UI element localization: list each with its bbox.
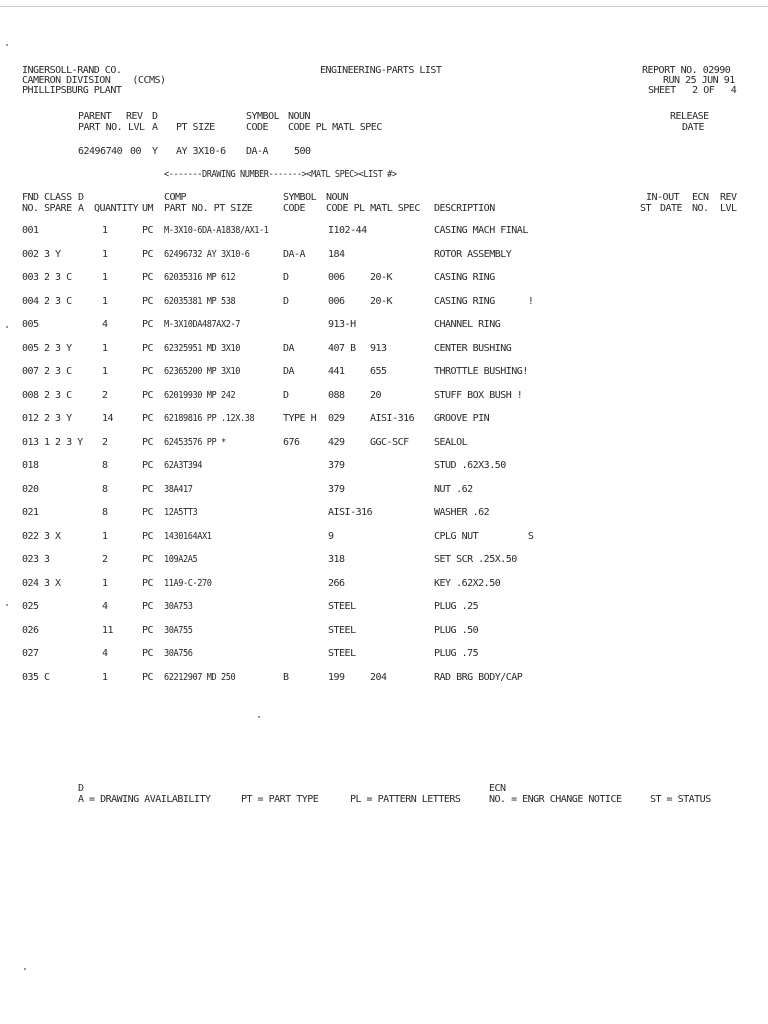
col-head-spare: SPARE [44, 203, 72, 214]
row-noun-code: 9 [328, 531, 334, 542]
legend-ecn-top: ECN [489, 783, 506, 794]
col-head-d: D [78, 192, 84, 203]
col-head-ecn-no: NO. [692, 203, 709, 214]
row-part-number: 30A753 [164, 601, 193, 612]
row-class-spare: 2 3 C [44, 296, 72, 307]
row-noun-code: 407 B [328, 343, 356, 354]
row-description: CHANNEL RING [434, 319, 501, 330]
row-find-number: 012 [22, 413, 39, 424]
row-noun-code: I102-44 [328, 225, 367, 236]
run-date: RUN 25 JUN 91 [663, 75, 735, 86]
row-matl-spec: AISI-316 [370, 413, 415, 424]
row-description: WASHER .62 [434, 507, 490, 518]
col-head-code: CODE [283, 203, 306, 214]
row-matl-spec: 20-K [370, 272, 393, 283]
row-noun-code: AISI-316 [328, 507, 373, 518]
parent-col-head-noun: NOUN [288, 111, 311, 122]
row-class-spare: 2 3 C [44, 272, 72, 283]
row-noun-code: 199 [328, 672, 345, 683]
row-find-number: 020 [22, 484, 39, 495]
row-unit-of-measure: PC [142, 413, 154, 424]
col-head-code-pl-matl-spec: CODE PL MATL SPEC [326, 203, 420, 214]
row-quantity: 1 [102, 672, 108, 683]
row-noun-code: 006 [328, 272, 345, 283]
row-unit-of-measure: PC [142, 437, 154, 448]
row-symbol-code: D [283, 390, 289, 401]
row-quantity: 2 [102, 437, 108, 448]
row-find-number: 026 [22, 625, 39, 636]
row-find-number: 024 [22, 578, 39, 589]
col-head-noun: NOUN [326, 192, 349, 203]
row-description: ROTOR ASSEMBLY [434, 249, 512, 260]
row-description: NUT .62 [434, 484, 473, 495]
row-find-number: 008 [22, 390, 39, 401]
row-find-number: 004 [22, 296, 39, 307]
row-description: STUD .62X3.50 [434, 460, 506, 471]
row-class-spare: 3 Y [44, 249, 61, 260]
row-part-number: 30A756 [164, 648, 193, 659]
row-unit-of-measure: PC [142, 390, 154, 401]
row-noun-code: 029 [328, 413, 345, 424]
row-find-number: 022 [22, 531, 39, 542]
legend-engr-change-notice: NO. = ENGR CHANGE NOTICE [489, 794, 622, 805]
row-quantity: 1 [102, 249, 108, 260]
parent-symbol-code: DA-A [246, 146, 269, 157]
row-find-number: 025 [22, 601, 39, 612]
row-class-spare: 3 X [44, 578, 61, 589]
row-find-number: 001 [22, 225, 39, 236]
row-unit-of-measure: PC [142, 578, 154, 589]
parent-col-head-parent: PARENT [78, 111, 112, 122]
row-part-number: 109A2A5 [164, 554, 198, 565]
col-head-date: DATE [660, 203, 683, 214]
row-quantity: 1 [102, 343, 108, 354]
row-part-number: 38A417 [164, 484, 193, 495]
parent-col-head-code: CODE [246, 122, 269, 133]
row-unit-of-measure: PC [142, 484, 154, 495]
row-part-number: 62365200 MP 3X10 [164, 366, 240, 377]
plant-name: PHILLIPSBURG PLANT [22, 85, 122, 96]
row-quantity: 11 [102, 625, 114, 636]
row-find-number: 027 [22, 648, 39, 659]
row-noun-code: 006 [328, 296, 345, 307]
row-description: STUFF BOX BUSH ! [434, 390, 523, 401]
row-description: PLUG .25 [434, 601, 479, 612]
row-noun-code: 379 [328, 484, 345, 495]
row-noun-code: 379 [328, 460, 345, 471]
row-part-number: 62325951 MD 3X10 [164, 343, 240, 354]
row-quantity: 1 [102, 272, 108, 283]
row-matl-spec: 655 [370, 366, 387, 377]
row-find-number: 021 [22, 507, 39, 518]
row-unit-of-measure: PC [142, 554, 154, 565]
drawing-number-banner: <-------DRAWING NUMBER-------><MATL SPEC><LIST #> [164, 169, 397, 180]
row-symbol-code: TYPE H [283, 413, 317, 424]
col-head-um: UM [142, 203, 154, 214]
release-date-head: DATE [682, 122, 705, 133]
division-name: CAMERON DIVISION (CCMS) [22, 75, 166, 86]
col-head-st: ST [640, 203, 652, 214]
row-part-number: 62019930 MP 242 [164, 390, 236, 401]
legend-part-type: PT = PART TYPE [241, 794, 319, 805]
parent-col-head-d: D [152, 111, 158, 122]
row-quantity: 2 [102, 554, 108, 565]
row-description: SEALOL [434, 437, 468, 448]
row-find-number: 013 [22, 437, 39, 448]
parent-col-head-code-pl-matl-spec: CODE PL MATL SPEC [288, 122, 382, 133]
col-head-lvl: LVL [720, 203, 737, 214]
row-class-spare: C [44, 672, 50, 683]
col-head-comp: COMP [164, 192, 187, 203]
row-find-number: 003 [22, 272, 39, 283]
row-part-number: 62189816 PP .12X.38 [164, 413, 255, 424]
row-noun-code: STEEL [328, 648, 356, 659]
row-quantity: 4 [102, 601, 108, 612]
row-unit-of-measure: PC [142, 249, 154, 260]
scan-speck [24, 968, 26, 970]
row-matl-spec: GGC-SCF [370, 437, 409, 448]
sheet-number: SHEET 2 OF 4 [648, 85, 737, 96]
row-unit-of-measure: PC [142, 366, 154, 377]
row-symbol-code: D [283, 272, 289, 283]
row-class-spare: 2 3 C [44, 366, 72, 377]
row-class-spare: 3 X [44, 531, 61, 542]
row-find-number: 035 [22, 672, 39, 683]
parent-col-head-rev: REV [126, 111, 143, 122]
row-quantity: 8 [102, 484, 108, 495]
row-unit-of-measure: PC [142, 625, 154, 636]
row-part-number: 30A755 [164, 625, 193, 636]
row-description: THROTTLE BUSHING! [434, 366, 528, 377]
release-head: RELEASE [670, 111, 709, 122]
row-noun-code: 266 [328, 578, 345, 589]
row-noun-code: 429 [328, 437, 345, 448]
row-noun-code: 088 [328, 390, 345, 401]
row-part-number: 62A3T394 [164, 460, 202, 471]
parent-col-head-lvl: LVL [128, 122, 145, 133]
row-noun-code: 318 [328, 554, 345, 565]
row-description: GROOVE PIN [434, 413, 490, 424]
row-class-spare: 2 3 C [44, 390, 72, 401]
row-quantity: 8 [102, 507, 108, 518]
row-noun-code: 184 [328, 249, 345, 260]
row-part-number: M-3X10-6DA-A1838/AX1-1 [164, 225, 269, 236]
parent-da: Y [152, 146, 158, 157]
row-description: KEY .62X2.50 [434, 578, 501, 589]
scan-speck [6, 44, 8, 46]
row-symbol-code: DA [283, 343, 295, 354]
row-class-spare: 3 [44, 554, 50, 565]
row-symbol-code: DA-A [283, 249, 306, 260]
row-noun-code: STEEL [328, 625, 356, 636]
col-head-rev: REV [720, 192, 737, 203]
col-head-quantity: QUANTITY [94, 203, 139, 214]
row-quantity: 14 [102, 413, 114, 424]
legend-status: ST = STATUS [650, 794, 711, 805]
row-find-number: 002 [22, 249, 39, 260]
row-unit-of-measure: PC [142, 343, 154, 354]
col-head-in-out: IN-OUT [646, 192, 680, 203]
scan-speck [258, 716, 260, 718]
row-quantity: 2 [102, 390, 108, 401]
col-head-ecn: ECN [692, 192, 709, 203]
row-find-number: 018 [22, 460, 39, 471]
parent-col-head-part-no: PART NO. [78, 122, 123, 133]
row-class-spare: 2 3 Y [44, 343, 72, 354]
row-quantity: 1 [102, 531, 108, 542]
company-name: INGERSOLL-RAND CO. [22, 65, 122, 76]
parent-rev-lvl: 00 [130, 146, 142, 157]
row-unit-of-measure: PC [142, 272, 154, 283]
parent-pt-size: AY 3X10-6 [176, 146, 226, 157]
row-part-number: M-3X10DA487AX2-7 [164, 319, 240, 330]
legend-drawing-availability: A = DRAWING AVAILABILITY [78, 794, 211, 805]
col-head-description: DESCRIPTION [434, 203, 495, 214]
document-title: ENGINEERING-PARTS LIST [320, 65, 442, 76]
row-part-number: 1430164AX1 [164, 531, 212, 542]
col-head-symbol: SYMBOL [283, 192, 317, 203]
col-head-class: CLASS [44, 192, 72, 203]
row-class-spare: 1 2 3 Y [44, 437, 83, 448]
row-unit-of-measure: PC [142, 672, 154, 683]
row-description: CENTER BUSHING [434, 343, 512, 354]
row-description: CASING RING [434, 272, 495, 283]
row-part-number: 62496732 AY 3X10-6 [164, 249, 250, 260]
parent-col-head-pt-size: PT SIZE [176, 122, 215, 133]
col-head-no: NO. [22, 203, 39, 214]
row-description: CASING RING ! [434, 296, 534, 307]
row-find-number: 007 [22, 366, 39, 377]
row-part-number: 62035381 MP 538 [164, 296, 236, 307]
col-head-fnd: FND [22, 192, 39, 203]
col-head-a: A [78, 203, 84, 214]
row-noun-code: STEEL [328, 601, 356, 612]
parent-part-no: 62496740 [78, 146, 123, 157]
row-class-spare: 2 3 Y [44, 413, 72, 424]
row-find-number: 005 [22, 343, 39, 354]
scan-top-edge [0, 6, 768, 7]
row-description: PLUG .50 [434, 625, 479, 636]
row-quantity: 4 [102, 319, 108, 330]
row-symbol-code: 676 [283, 437, 300, 448]
row-noun-code: 913-H [328, 319, 356, 330]
scan-speck [6, 326, 8, 328]
report-number: REPORT NO. 02990 [642, 65, 731, 76]
row-matl-spec: 20 [370, 390, 382, 401]
row-symbol-code: D [283, 296, 289, 307]
parent-col-head-a: A [152, 122, 158, 133]
row-part-number: 11A9-C-270 [164, 578, 212, 589]
row-description: SET SCR .25X.50 [434, 554, 517, 565]
row-quantity: 1 [102, 578, 108, 589]
row-quantity: 8 [102, 460, 108, 471]
row-unit-of-measure: PC [142, 601, 154, 612]
row-unit-of-measure: PC [142, 460, 154, 471]
row-quantity: 4 [102, 648, 108, 659]
parent-noun-code: 500 [294, 146, 311, 157]
row-quantity: 1 [102, 366, 108, 377]
row-quantity: 1 [102, 296, 108, 307]
row-find-number: 005 [22, 319, 39, 330]
row-description: CASING MACH FINAL [434, 225, 528, 236]
row-symbol-code: DA [283, 366, 295, 377]
row-unit-of-measure: PC [142, 296, 154, 307]
legend-da-top: D [78, 783, 84, 794]
scan-speck [6, 604, 8, 606]
row-part-number: 12A5TT3 [164, 507, 198, 518]
legend-pattern-letters: PL = PATTERN LETTERS [350, 794, 461, 805]
row-part-number: 62035316 MP 612 [164, 272, 236, 283]
row-unit-of-measure: PC [142, 531, 154, 542]
row-quantity: 1 [102, 225, 108, 236]
row-unit-of-measure: PC [142, 648, 154, 659]
row-matl-spec: 20-K [370, 296, 393, 307]
row-noun-code: 441 [328, 366, 345, 377]
row-description: CPLG NUT S [434, 531, 534, 542]
row-find-number: 023 [22, 554, 39, 565]
row-description: PLUG .75 [434, 648, 479, 659]
row-matl-spec: 913 [370, 343, 387, 354]
row-description: RAD BRG BODY/CAP [434, 672, 523, 683]
row-unit-of-measure: PC [142, 319, 154, 330]
parent-col-head-symbol: SYMBOL [246, 111, 280, 122]
row-unit-of-measure: PC [142, 225, 154, 236]
row-matl-spec: 204 [370, 672, 387, 683]
col-head-part-no-pt-size: PART NO. PT SIZE [164, 203, 253, 214]
row-part-number: 62212907 MD 250 [164, 672, 236, 683]
row-part-number: 62453576 PP * [164, 437, 226, 448]
row-symbol-code: B [283, 672, 289, 683]
row-unit-of-measure: PC [142, 507, 154, 518]
